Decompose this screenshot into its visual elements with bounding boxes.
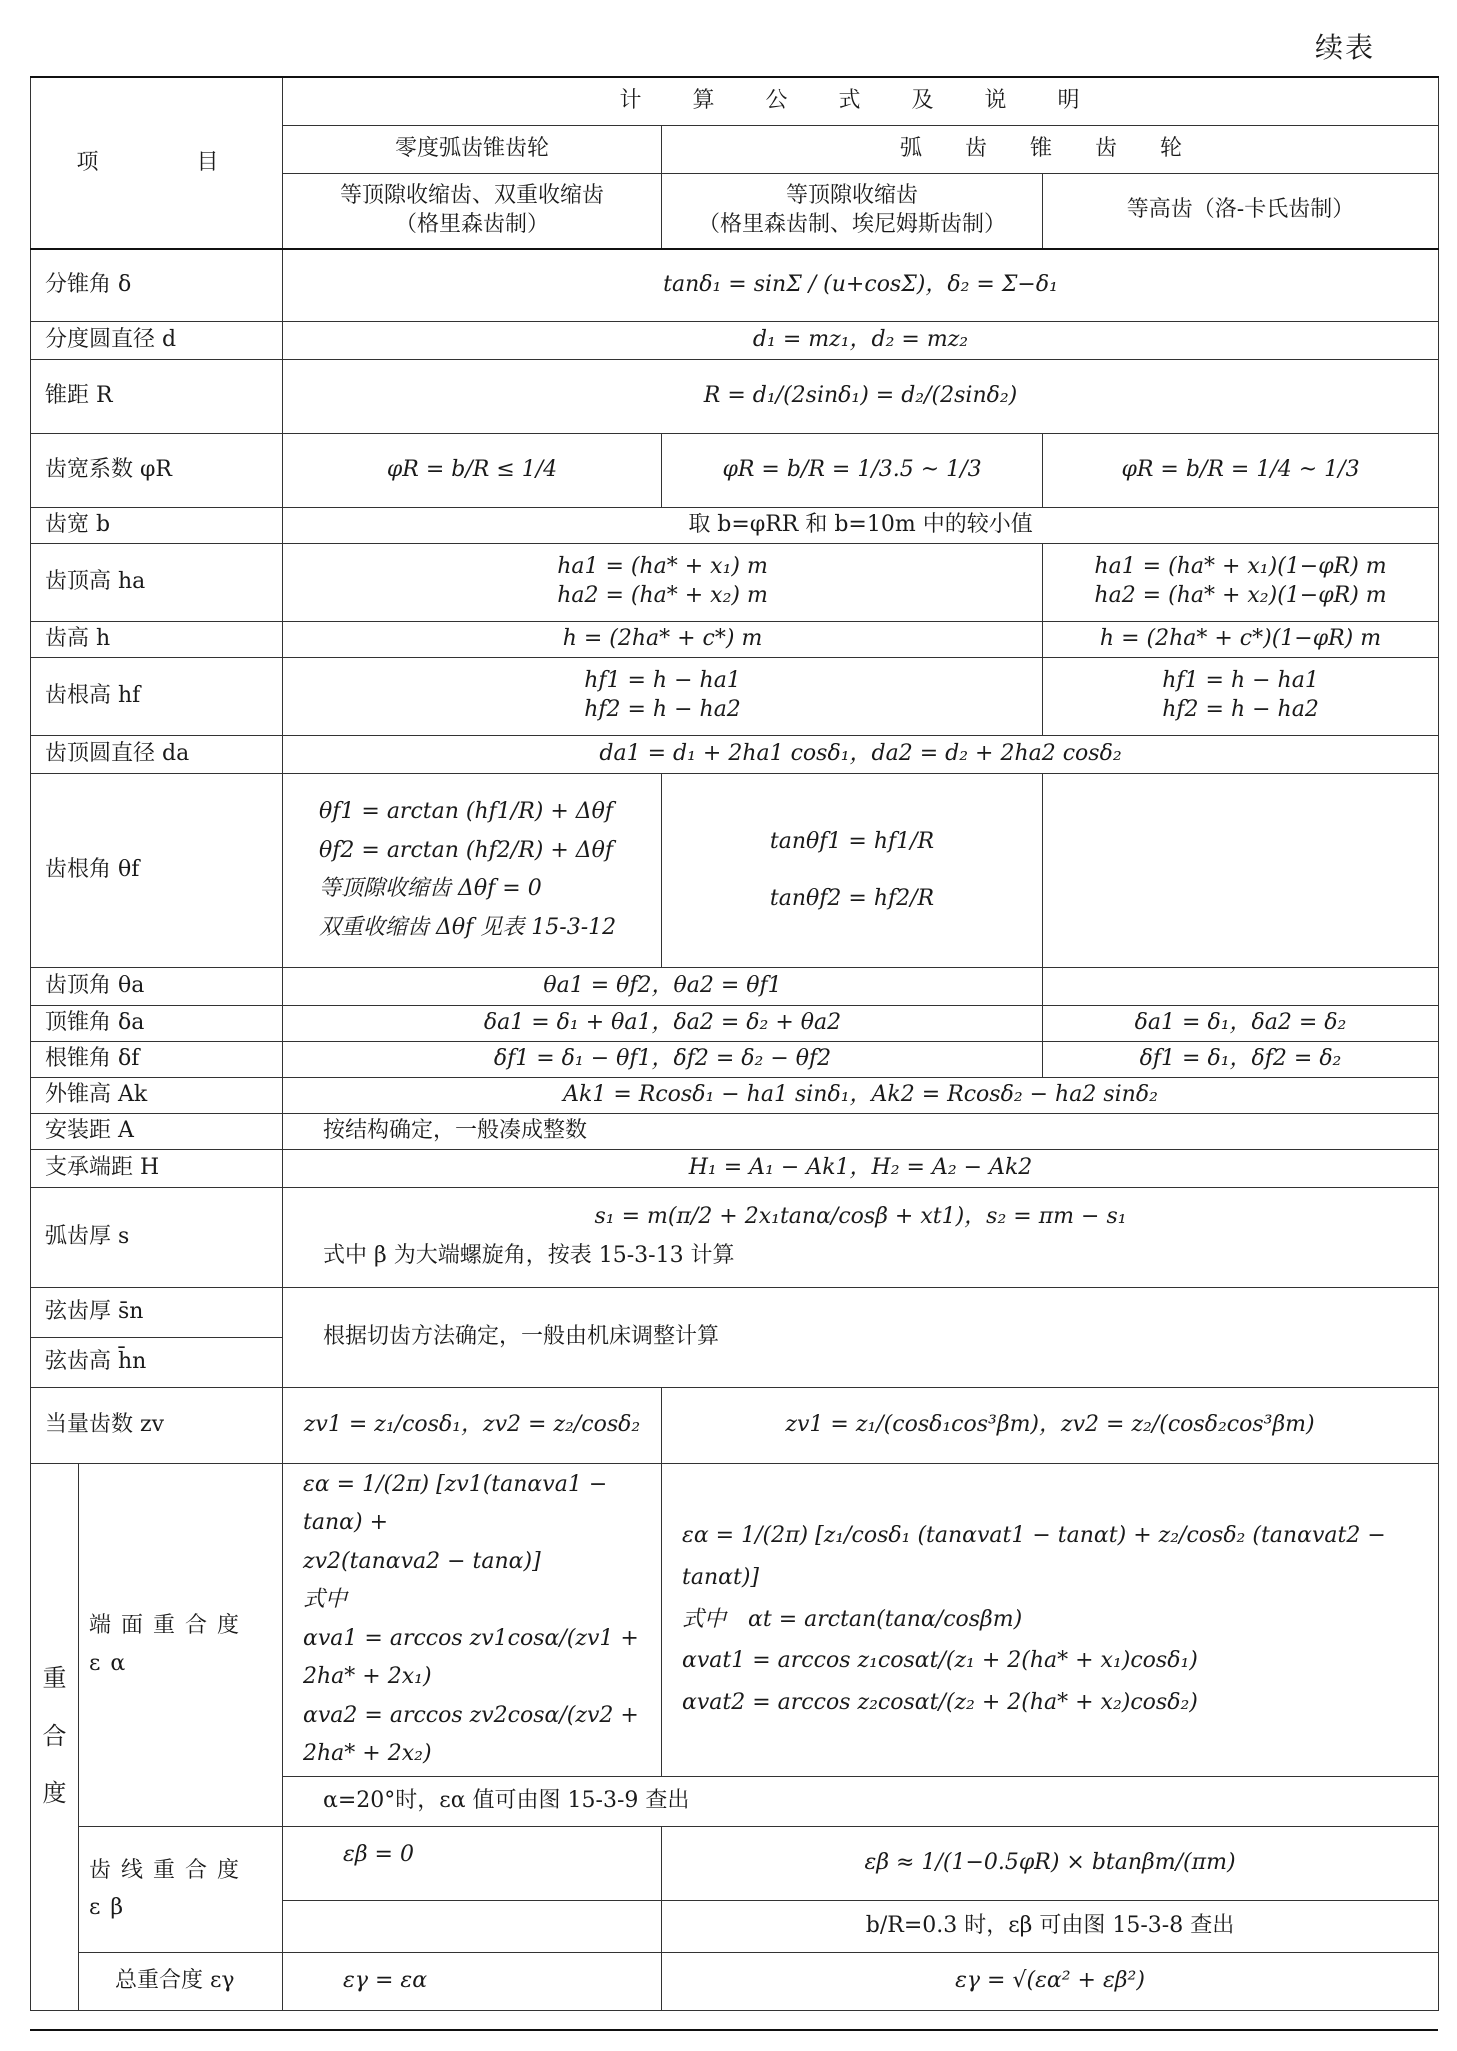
row-label: 齿根高 hf <box>31 657 283 735</box>
formula-cell: Ak1 = Rcosδ₁ − ha1 sinδ₁，Ak2 = Rcosδ₂ − ha2 sinδ₂ <box>283 1077 1439 1113</box>
formula-cell: εβ = 0 <box>283 1826 662 1900</box>
formula-cell: δa1 = δ₁，δa2 = δ₂ <box>1043 1005 1439 1041</box>
formula-cell: θf1 = arctan (hf1/R) + Δθf θf2 = arctan (hf2/R) + Δθf 等顶隙收缩齿 Δθf = 0 双重收缩齿 Δθf 见表 15-3-12 <box>283 773 662 967</box>
header-spiral: 弧 齿 锥 齿 轮 <box>662 125 1439 173</box>
formula-cell: φR = b/R = 1/4 ~ 1/3 <box>1043 433 1439 507</box>
formula-cell: φR = b/R = 1/3.5 ~ 1/3 <box>662 433 1043 507</box>
row-label: 顶锥角 δa <box>31 1005 283 1041</box>
note-cell: 式中 β 为大端螺旋角，按表 15-3-13 计算 <box>323 1243 735 1268</box>
row-label: 齿宽 b <box>31 507 283 543</box>
header-formulas: 计 算 公 式 及 说 明 <box>283 77 1439 125</box>
row-label: 齿宽系数 φR <box>31 433 283 507</box>
formula-cell: δa1 = δ₁ + θa1，δa2 = δ₂ + θa2 <box>283 1005 1043 1041</box>
row-label: 分度圆直径 d <box>31 321 283 359</box>
formula-cell: εγ = εα <box>283 1952 662 2010</box>
header-col2: 等顶隙收缩齿 （格里森齿制、埃尼姆斯齿制） <box>662 173 1043 249</box>
row-label: 锥距 R <box>31 359 283 433</box>
row-label: 端面重合度 εα <box>79 1463 283 1826</box>
note-cell: α=20°时，εα 值可由图 15-3-9 查出 <box>283 1776 1439 1826</box>
formula-cell: φR = b/R ≤ 1/4 <box>283 433 662 507</box>
formula-cell: ha1 = (ha* + x₁)(1−φR) m ha2 = (ha* + x₂)(1−φR) m <box>1043 543 1439 621</box>
row-label: 齿线重合度 εβ <box>79 1826 283 1952</box>
row-label: 齿顶高 ha <box>31 543 283 621</box>
row-label: 安装距 A <box>31 1113 283 1149</box>
formula-cell: δf1 = δ₁，δf2 = δ₂ <box>1043 1041 1439 1077</box>
formula-cell: d₁ = mz₁，d₂ = mz₂ <box>283 321 1439 359</box>
formula-cell: s₁ = m(π/2 + 2x₁tanα/cosβ + xt1)，s₂ = πm − s₁ <box>594 1204 1127 1230</box>
bottom-rule <box>30 2029 1438 2031</box>
formula-cell: 根据切齿方法确定，一般由机床调整计算 <box>283 1287 1439 1387</box>
formula-cell: ha1 = (ha* + x₁) m ha2 = (ha* + x₂) m <box>283 543 1043 621</box>
formula-table <box>30 76 1439 2011</box>
row-label: 齿高 h <box>31 621 283 657</box>
row-label: 外锥高 Ak <box>31 1077 283 1113</box>
formula-cell: tanθf1 = hf1/R tanθf2 = hf2/R <box>662 773 1043 967</box>
formula-cell: εγ = √(εα² + εβ²) <box>662 1952 1439 2010</box>
empty-cell <box>1043 773 1439 967</box>
formula-cell: da1 = d₁ + 2ha1 cosδ₁，da2 = d₂ + 2ha2 cosδ₂ <box>283 735 1439 773</box>
formula-cell: H₁ = A₁ − Ak1，H₂ = A₂ − Ak2 <box>283 1149 1439 1187</box>
note-cell: b/R=0.3 时，εβ 可由图 15-3-8 查出 <box>662 1900 1439 1952</box>
row-label: 根锥角 δf <box>31 1041 283 1077</box>
row-label: 当量齿数 zv <box>31 1387 283 1463</box>
contact-ratio-group: 重 合 度 <box>31 1463 79 2010</box>
formula-cell: 取 b=φRR 和 b=10m 中的较小值 <box>283 507 1439 543</box>
formula-cell: h = (2ha* + c*)(1−φR) m <box>1043 621 1439 657</box>
formula-cell: εα = 1/(2π) [zv1(tanαva1 − tanα) + zv2(tanαva2 − tanα)] 式中 αva1 = arccos zv1cosα/(zv1 + 2ha* + 2x₁) αva2 = arccos zv2cosα/(zv2 + 2ha* + 2x₂) <box>283 1463 662 1776</box>
header-col1: 等顶隙收缩齿、双重收缩齿 （格里森齿制） <box>283 173 662 249</box>
formula-cell: εα = 1/(2π) [z₁/cosδ₁ (tanαvat1 − tanαt) + z₂/cosδ₂ (tanαvat2 − tanαt)] 式中 αt = arctan(tanα/cosβm) αvat1 = arccos z₁cosαt/(z₁ + 2(ha* + x₁)cosδ₁) αvat2 = arccos z₂cosαt/(z₂ + 2(ha* + x₂)cosδ₂) <box>662 1463 1439 1776</box>
row-label: 分锥角 δ <box>31 249 283 321</box>
formula-cell: zv1 = z₁/(cosδ₁cos³βm)，zv2 = z₂/(cosδ₂cos³βm) <box>662 1387 1439 1463</box>
empty-cell <box>283 1900 662 1952</box>
row-label: 齿根角 θf <box>31 773 283 967</box>
header-item: 项 目 <box>31 77 283 249</box>
formula-cell: hf1 = h − ha1 hf2 = h − ha2 <box>283 657 1043 735</box>
row-label: 支承端距 H <box>31 1149 283 1187</box>
formula-cell: zv1 = z₁/cosδ₁，zv2 = z₂/cosδ₂ <box>283 1387 662 1463</box>
empty-cell <box>1043 967 1439 1005</box>
formula-cell: R = d₁/(2sinδ₁) = d₂/(2sinδ₂) <box>283 359 1439 433</box>
continued-label: 续表 <box>1314 31 1375 64</box>
formula-cell: εβ ≈ 1/(1−0.5φR) × btanβm/(πm) <box>662 1826 1439 1900</box>
row-label: 齿顶角 θa <box>31 967 283 1005</box>
row-label: 总重合度 εγ <box>79 1952 283 2010</box>
header-zerol: 零度弧齿锥齿轮 <box>283 125 662 173</box>
header-col3: 等高齿（洛-卡氏齿制） <box>1043 173 1439 249</box>
formula-cell: 按结构确定，一般凑成整数 <box>283 1113 1439 1149</box>
formula-cell: h = (2ha* + c*) m <box>283 621 1043 657</box>
formula-cell: tanδ₁ = sinΣ / (u+cosΣ)，δ₂ = Σ−δ₁ <box>283 249 1439 321</box>
formula-cell: hf1 = h − ha1 hf2 = h − ha2 <box>1043 657 1439 735</box>
row-label: 弦齿高 h̄n <box>31 1337 283 1387</box>
row-label: 弦齿厚 s̄n <box>31 1287 283 1337</box>
row-label: 弧齿厚 s <box>31 1187 283 1287</box>
formula-cell: θa1 = θf2，θa2 = θf1 <box>283 967 1043 1005</box>
formula-cell: δf1 = δ₁ − θf1，δf2 = δ₂ − θf2 <box>283 1041 1043 1077</box>
row-label: 齿顶圆直径 da <box>31 735 283 773</box>
